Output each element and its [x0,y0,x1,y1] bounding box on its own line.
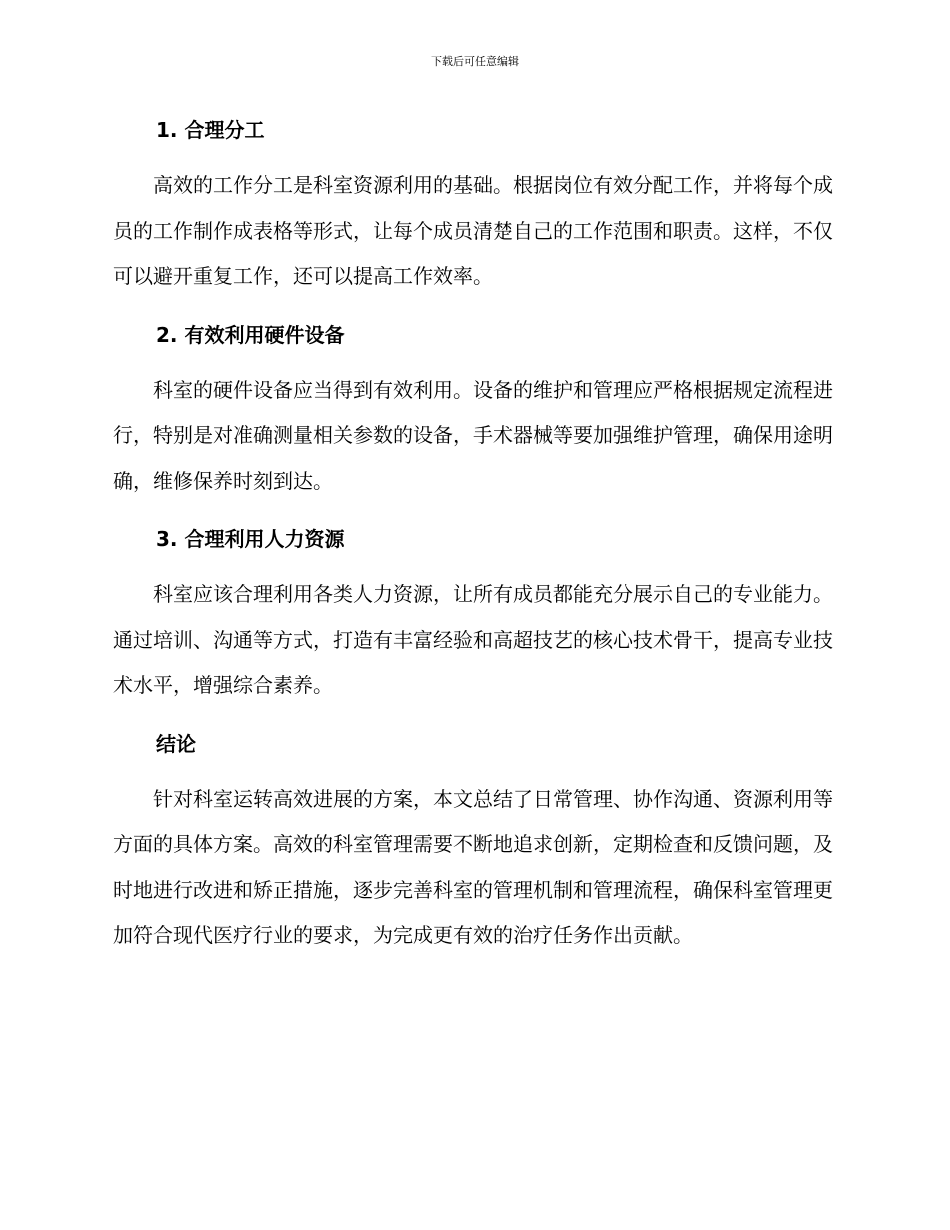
section-paragraph-division-of-labor: 高效的工作分工是科室资源利用的基础。根据岗位有效分配工作，并将每个成员的工作制作成表格等形式，让每个成员清楚自己的工作范围和职责。这样，不仅可以避开重复工作，还可以提高工作效率。 [113,173,833,288]
section-heading-division-of-labor: 1. 合理分工 [156,118,265,142]
section-heading-hardware: 2. 有效利用硬件设备 [156,322,345,347]
section-paragraph-conclusion: 针对科室运转高效进展的方案，本文总结了日常管理、协作沟通、资源利用等方面的具体方案。高效的科室管理需要不断地追求创新，定期检查和反馈问题，及时地进行改进和矫正措施，逐步完善科室的管理机制和管理流程，确保科室管理更加符合现代医疗行业的要求，为完成更有效的治疗任务作出贡献。 [113,786,833,947]
section-heading-conclusion: 结论 [156,731,196,756]
section-heading-human-resources: 3. 合理利用人力资源 [156,527,345,551]
section-paragraph-hardware: 科室的硬件设备应当得到有效利用。设备的维护和管理应严格根据规定流程进行，特别是对准确测量相关参数的设备，手术器械等要加强维护管理，确保用途明确，维修保养时刻到达。 [113,377,833,493]
section-paragraph-human-resources: 科室应该合理利用各类人力资源，让所有成员都能充分展示自己的专业能力。通过培训、沟通等方式，打造有丰富经验和高超技艺的核心技术骨干，提高专业技术水平，增强综合素养。 [113,582,833,697]
page-header: 下载后可任意编辑 [431,55,519,68]
document-body [113,108,833,959]
